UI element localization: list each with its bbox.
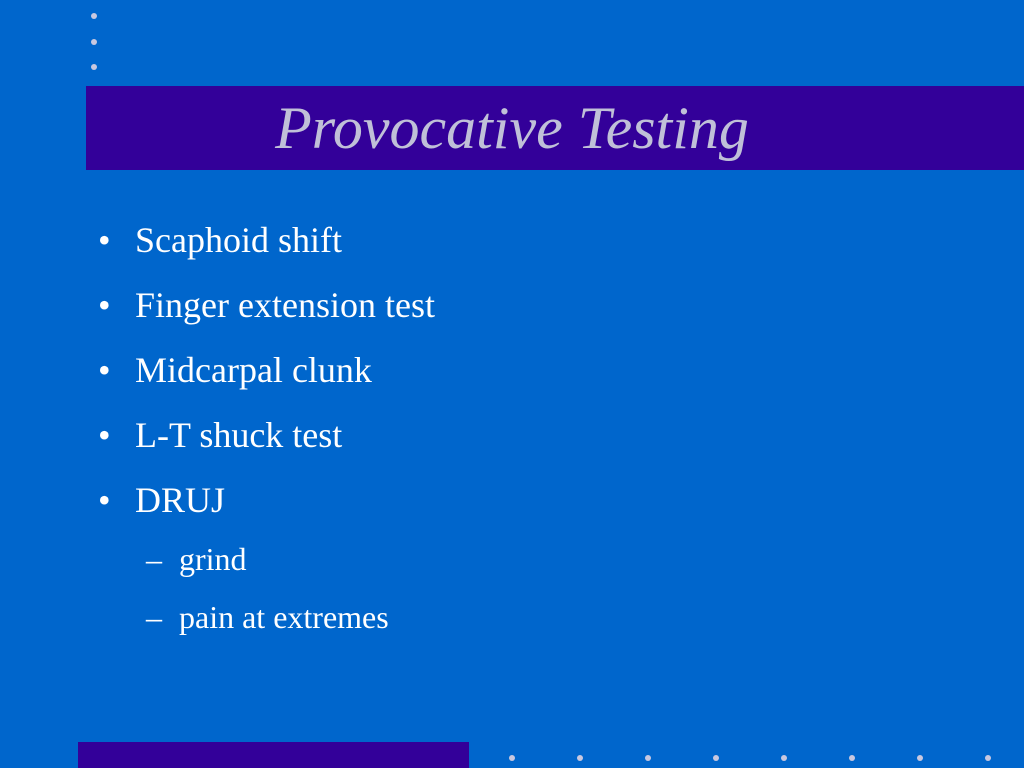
bullet-marker: • (98, 350, 111, 390)
decorative-dot (577, 755, 583, 761)
decorative-dot (645, 755, 651, 761)
decorative-dot (509, 755, 515, 761)
sub-bullet-item (146, 537, 998, 595)
decorative-dot (91, 13, 97, 19)
sub-bullet-text: grind (179, 541, 247, 577)
bullet-item (98, 407, 998, 472)
decorative-dot (917, 755, 923, 761)
sub-bullet-item (146, 595, 998, 653)
sub-bullet-text: pain at extremes (179, 599, 389, 635)
decorative-dot (849, 755, 855, 761)
decorative-dot (91, 64, 97, 70)
bullet-text: L-T shuck test (135, 415, 343, 455)
bullet-item (98, 277, 998, 342)
bullet-text: Midcarpal clunk (135, 350, 372, 390)
sub-bullet-marker: – (146, 599, 162, 635)
decorative-dot (91, 39, 97, 45)
bullet-marker: • (98, 220, 111, 260)
decorative-dot (985, 755, 991, 761)
bullet-item (98, 342, 998, 407)
bullet-list (98, 212, 998, 653)
bullet-text: DRUJ (135, 480, 226, 520)
bullet-marker: • (98, 415, 111, 455)
bullet-item (98, 212, 998, 277)
footer-bar (78, 742, 469, 768)
bullet-text: Scaphoid shift (135, 220, 342, 260)
decorative-dot (713, 755, 719, 761)
bullet-marker: • (98, 285, 111, 325)
sub-bullet-marker: – (146, 541, 162, 577)
slide-title: Provocative Testing (275, 95, 749, 161)
bullet-marker: • (98, 480, 111, 520)
title-bar (86, 86, 1024, 170)
bullet-text: Finger extension test (135, 285, 435, 325)
bullet-item (98, 472, 998, 537)
decorative-dot (781, 755, 787, 761)
